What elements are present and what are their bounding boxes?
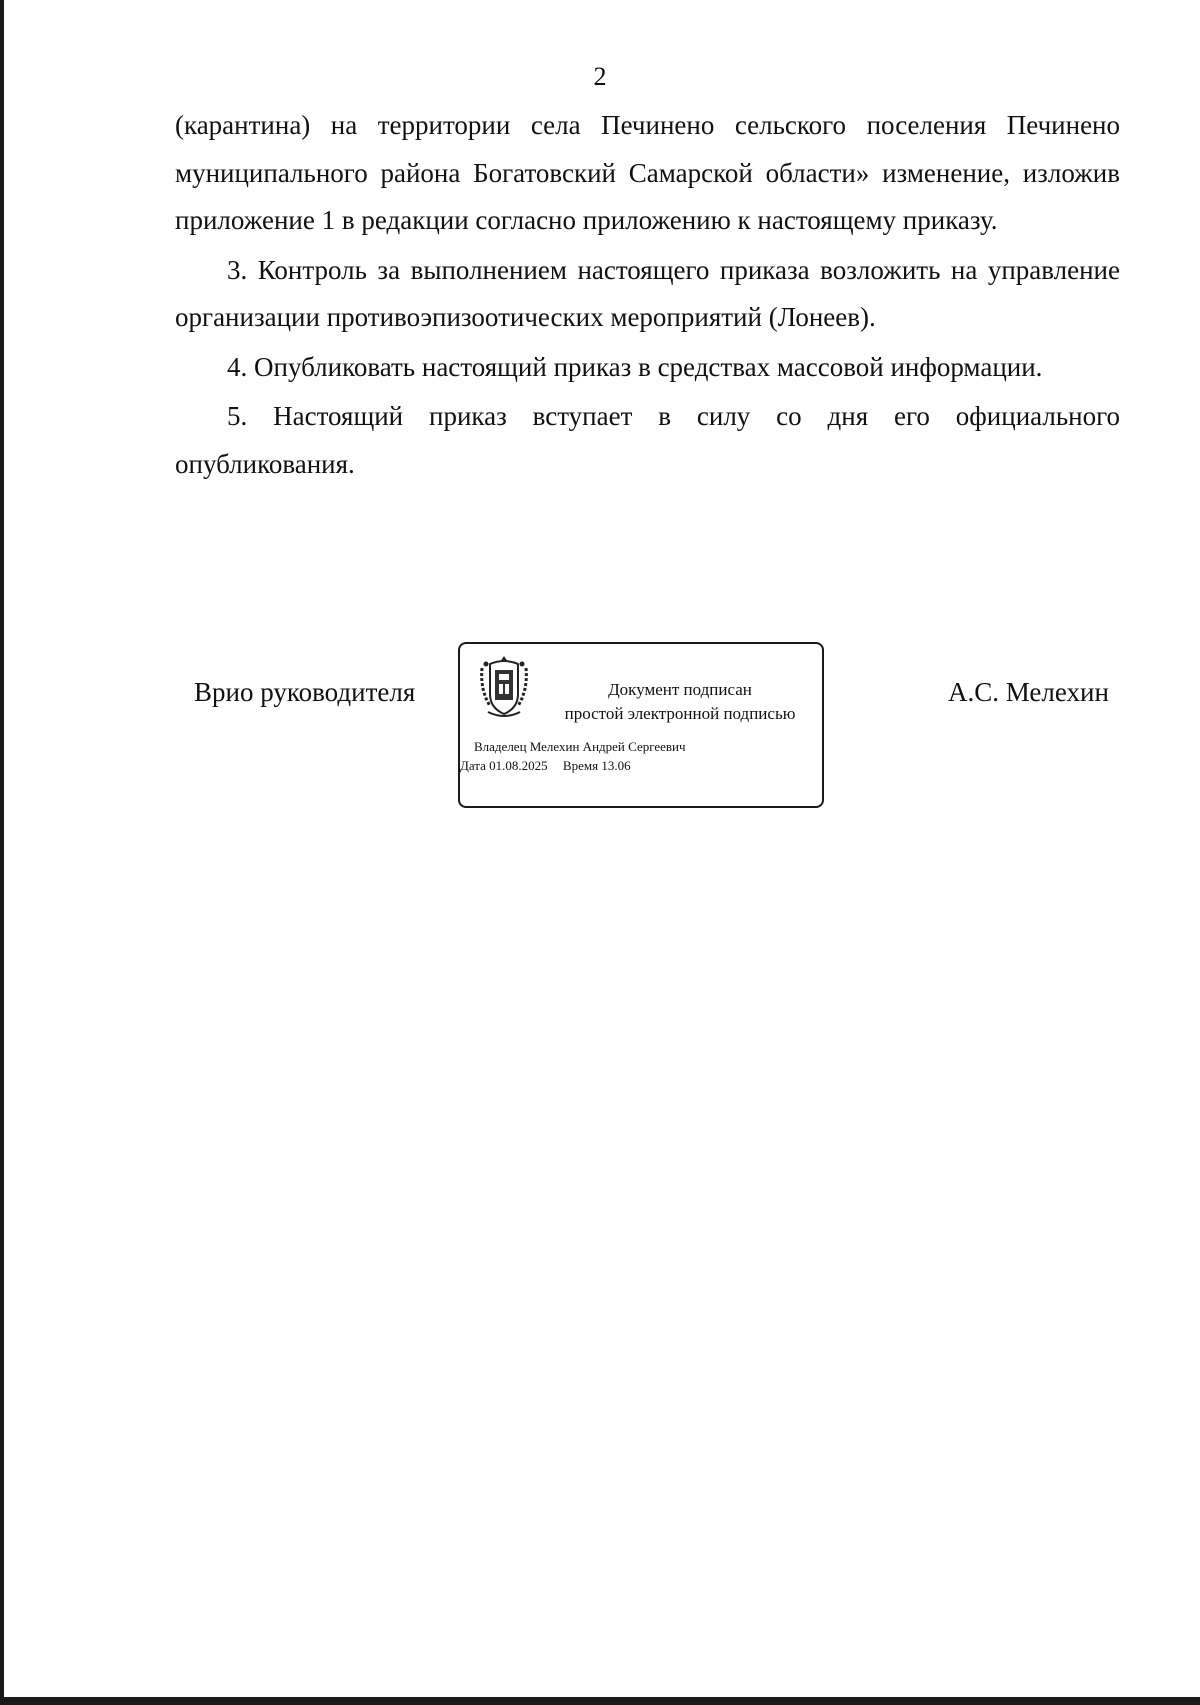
electronic-signature-stamp bbox=[458, 642, 824, 808]
document-body bbox=[175, 102, 1120, 490]
paragraph-item-3: 3. Контроль за выполнением настоящего приказа возложить на управление организации противоэпизоотических мероприятий (Лонеев). bbox=[175, 254, 1120, 332]
stamp-date-time bbox=[460, 757, 643, 775]
coat-of-arms-icon bbox=[478, 654, 530, 720]
scan-edge-left bbox=[0, 0, 4, 1705]
stamp-time: Время 13.06 bbox=[562, 758, 631, 773]
stamp-date: Дата 01.08.2025 bbox=[460, 758, 548, 773]
stamp-title-line-2: простой электронной подписью bbox=[564, 704, 796, 723]
signature-block bbox=[0, 640, 1200, 820]
page-number: 2 bbox=[593, 62, 607, 91]
signatory-name: А.С. Мелехин bbox=[948, 677, 1109, 707]
stamp-title-line-1: Документ подписан bbox=[608, 680, 752, 699]
signatory-position: Врио руководителя bbox=[194, 677, 416, 707]
paragraph-continuation: (карантина) на территории села Печинено сельского поселения Печинено муниципального района Богатовский Самарской области» изменение, изложив приложение 1 в редакции согласно приложению к настоящему приказу. bbox=[175, 110, 1120, 235]
paragraph-item-4: 4. Опубликовать настоящий приказ в средствах массовой информации. bbox=[227, 351, 1043, 382]
stamp-title bbox=[540, 678, 820, 726]
stamp-owner: Владелец Мелехин Андрей Сергеевич bbox=[474, 739, 686, 754]
scan-edge-bottom bbox=[0, 1697, 1200, 1705]
paragraph-item-5: 5. Настоящий приказ вступает в силу со дня его официального опубликования. bbox=[175, 401, 1120, 479]
